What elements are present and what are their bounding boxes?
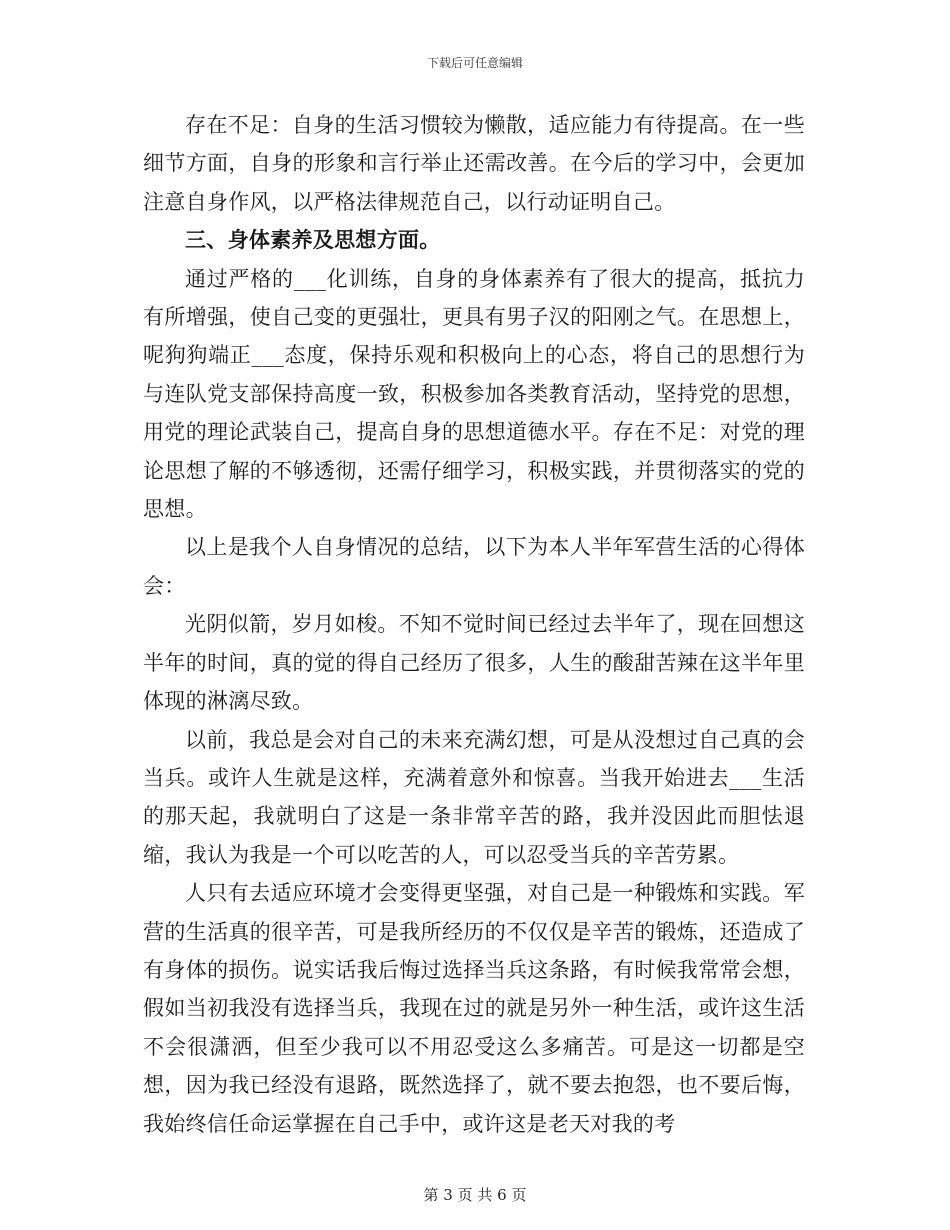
paragraph-shortcomings: 存在不足：自身的生活习惯较为懒散，适应能力有待提高。在一些细节方面，自身的形象和言行举止还需改善。在今后的学习中，会更加注意自身作风，以严格法律规范自己，以行动证明自己。 xyxy=(143,113,805,214)
paragraph-past-dreams: 以前，我总是会对自己的未来充满幻想，可是从没想过自己真的会当兵。或许人生就是这样，充满着意外和惊喜。当我开始进去___生活的那天起，我就明白了这是一条非常辛苦的路，我并没因此而胆怯退缩，我认为我是一个可以吃苦的人，可以忍受当兵的辛苦劳累。 xyxy=(143,727,805,867)
paragraph-physical-ideology: 通过严格的___化训练，自身的身体素养有了很大的提高，抵抗力有所增强，使自己变的更强壮，更具有男子汉的阳刚之气。在思想上，呢狗狗端正___态度，保持乐观和积极向上的心态，将自己的思想行为与连队党支部保持高度一致，积极参加各类教育活动，坚持党的思想，用党的理论武装自己，提高自身的思想道德水平。存在不足：对党的理论思想了解的不够透彻，还需仔细学习，积极实践，并贯彻落实的党的思想。 xyxy=(143,266,805,522)
document-body xyxy=(143,106,805,1143)
paragraph-summary-intro: 以上是我个人自身情况的总结，以下为本人半年军营生活的心得体会： xyxy=(143,535,805,598)
paragraph-adaptation: 人只有去适应环境才会变得更坚强，对自己是一种锻炼和实践。军营的生活真的很辛苦，可是我所经历的不仅仅是辛苦的锻炼，还造成了有身体的损伤。说实话我后悔过选择当兵这条路，有时候我常常会想，假如当初我没有选择当兵，我现在过的就是另外一种生活，或许这生活不会很潇洒，但至少我可以不用忍受这么多痛苦。可是这一切都是空想，因为我已经没有退路，既然选择了，就不要去抱怨，也不要后悔，我始终信任命运掌握在自己手中，或许这是老天对我的考 xyxy=(143,881,805,1136)
paragraph-time-flies: 光阴似箭，岁月如梭。不知不觉时间已经过去半年了，现在回想这半年的时间，真的觉的得自己经历了很多，人生的酸甜苦辣在这半年里体现的淋漓尽致。 xyxy=(143,612,805,714)
section-heading: 三、身体素养及思想方面。 xyxy=(185,227,441,253)
page-header: 下载后可任意编辑 xyxy=(426,56,523,70)
page-footer: 第 3 页 共 6 页 xyxy=(423,1186,527,1204)
